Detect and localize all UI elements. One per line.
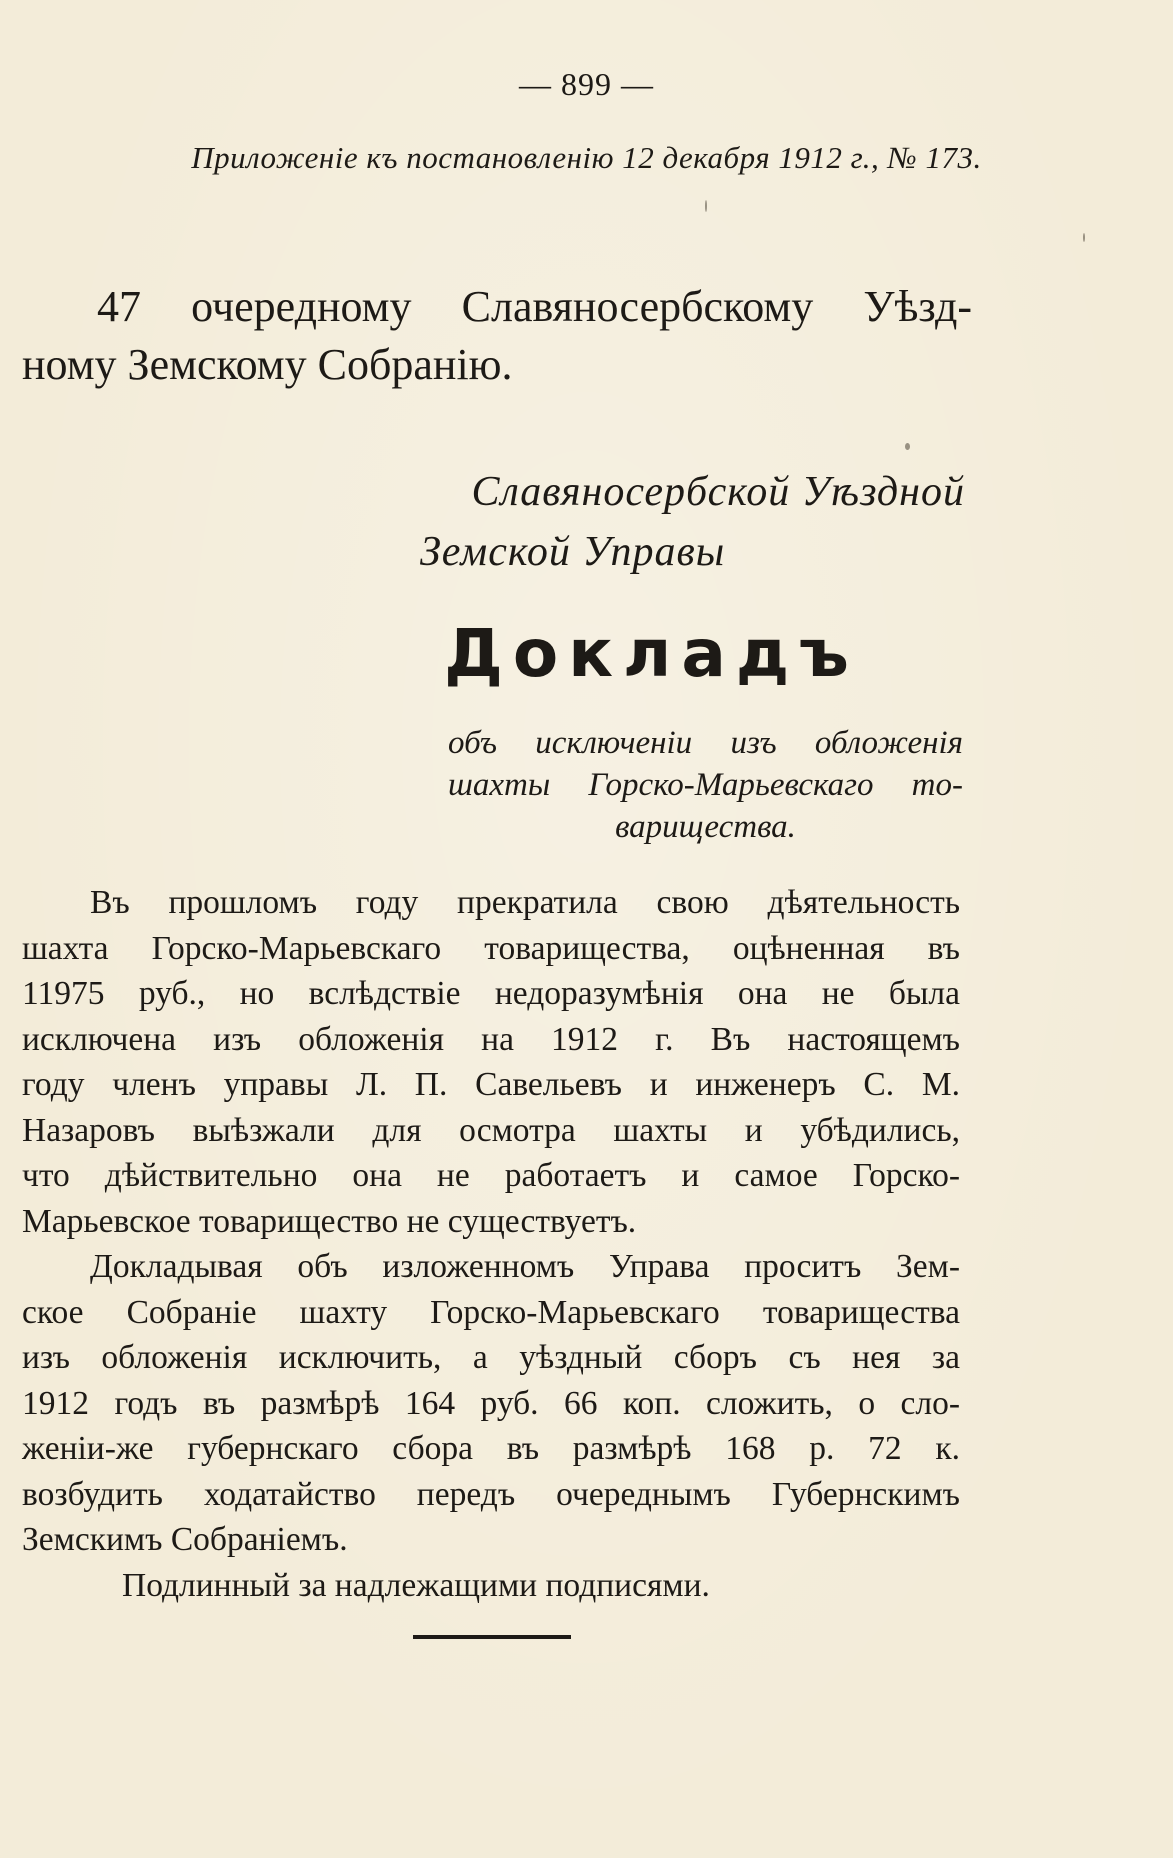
issuer-heading: [420, 462, 965, 582]
issuer-line: Земской Управы: [420, 529, 726, 575]
text-line: Земскимъ Собраніемъ.: [22, 1521, 348, 1558]
paper-speck: [705, 200, 707, 212]
text-line: 11975 руб., но вслѣдствіе недоразумѣнія она не была: [22, 975, 960, 1012]
subject-line: объ исключеніи изъ обложенія: [448, 725, 963, 761]
paragraph-2: [22, 1244, 960, 1563]
addressee-line: ному Земскому Собранію.: [22, 340, 513, 389]
text-line: 1912 годъ въ размѣрѣ 164 руб. 66 коп. сложить, о сло-: [22, 1384, 960, 1422]
text-line: Въ прошломъ году прекратила свою дѣятельность: [90, 884, 960, 921]
report-subject: [448, 722, 963, 848]
paper-speck: [905, 443, 910, 450]
bleed-through-shadow: [350, 215, 374, 262]
page-number: — 899 —: [519, 66, 654, 102]
text-line: Докладывая объ изложенномъ Управа проситъ Зем-: [90, 1248, 960, 1285]
paragraph-1: [22, 880, 960, 1244]
subject-line: шахты Горско-Марьевскаго то-: [448, 767, 963, 803]
text-line: ское Собраніе шахту Горско-Марьевскаго товарищества: [22, 1293, 960, 1331]
signature-note: Подлинный за надлежащими подписями.: [122, 1566, 710, 1604]
addressee-heading: [22, 278, 972, 394]
appendix-note: Приложеніе къ постановленію 12 декабря 1912 г., № 173.: [191, 140, 982, 175]
report-title: Докладъ: [444, 615, 859, 692]
issuer-line: Славяносербской Уѣздной: [471, 469, 965, 515]
text-line: исключена изъ обложенія на 1912 г. Въ настоящемъ: [22, 1020, 960, 1058]
text-line: Марьевское товарищество не существуетъ.: [22, 1202, 637, 1240]
text-line: году членъ управы Л. П. Савельевъ и инженеръ С. М.: [22, 1066, 960, 1103]
text-line: возбудить ходатайство передъ очереднымъ Губернскимъ: [22, 1475, 960, 1513]
closing-rule: [413, 1635, 571, 1639]
text-line: шахта Горско-Марьевскаго товарищества, оцѣненная въ: [22, 929, 960, 967]
text-line: женіи-же губернскаго сбора въ размѣрѣ 168 р. 72 к.: [22, 1430, 960, 1467]
addressee-line: 47 очередному Славяносербскому Уѣзд-: [97, 282, 972, 331]
text-line: что дѣйствительно она не работаетъ и самое Горско-: [22, 1157, 960, 1194]
text-line: изъ обложенія исключить, а уѣздный сборъ съ нея за: [22, 1339, 960, 1376]
subject-line: варищества.: [615, 809, 796, 845]
text-line: Назаровъ выѣзжали для осмотра шахты и убѣдились,: [22, 1111, 960, 1149]
report-body: [22, 880, 960, 1608]
paper-speck: [1083, 233, 1085, 242]
